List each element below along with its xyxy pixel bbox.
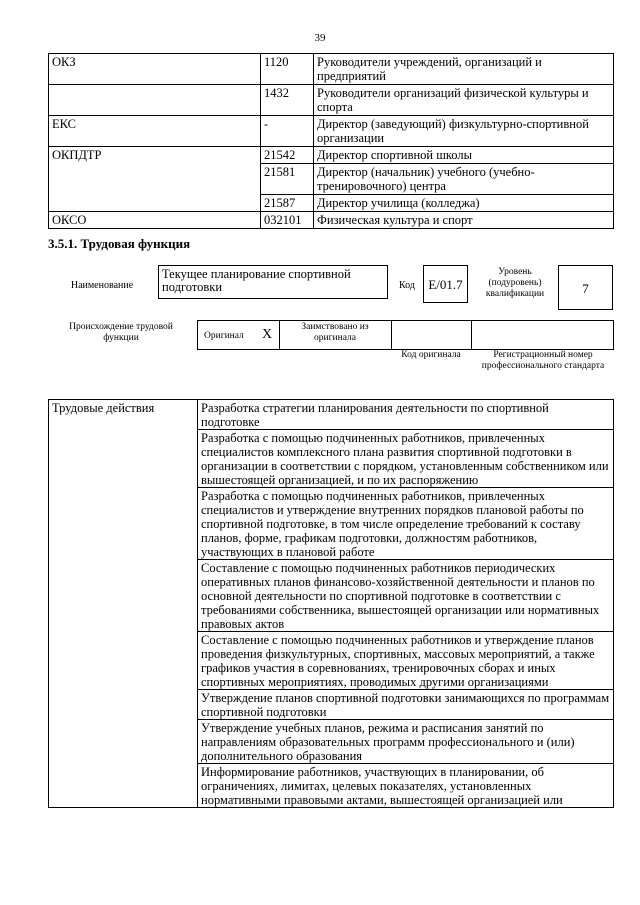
name-cell: Руководители организаций физической культуры и спорта [314,85,614,116]
name-cell: Директор (начальник) учебного (учебно-тренировочного) центра [314,164,614,195]
code-original-label: Код оригинала [401,350,461,360]
section-title: 3.5.1. Трудовая функция [48,236,191,251]
code-cell: 032101 [261,212,314,229]
reg-number-label: Регистрационный номер профессионального стандарта [481,350,605,371]
borrowed-cell [279,320,391,350]
actions-label-cell: Трудовые действия [49,400,198,808]
code-cell: - [261,116,314,147]
classifier-cell: ОКПДТР [49,147,261,164]
code-cell: 21542 [261,147,314,164]
code-label: Код [399,280,415,291]
code-cell: 21581 [261,164,314,195]
action-item: Разработка с помощью подчиненных работников, привлеченных специалистов комплексного плана развития спортивной подготовки в организации в соответствии с порядком, установленным собственником или вышестоящей организацией, и по их распоряжению [198,430,614,488]
table-row [49,85,614,116]
table-row [49,212,614,229]
original-mark: X [262,327,273,342]
origin-label: Происхождение трудовой функции [69,322,173,343]
table-row [49,116,614,147]
name-cell: Физическая культура и спорт [314,212,614,229]
action-item: Разработка с помощью подчиненных работников, привлеченных специалистов и утверждение внутренних порядков плановой работы по спортивной подготовке, в том числе определение требований к составу планов, форме, графикам подготовки, должностям работников, участвующих в плановой работе [198,488,614,560]
page-number: 39 [314,32,326,44]
name-cell: Директор (заведующий) физкультурно-спортивной организации [314,116,614,147]
function-code-box: E/01.7 [423,265,468,303]
action-item: Информирование работников, участвующих в планировании, об ограничениях, лимитах, целевых показателях, установленных нормативными правовыми актами, вышестоящей организацией или [198,764,614,808]
table-row [49,164,614,195]
qualification-level-label: Уровень (подуровень) квалификации [485,267,545,299]
classifier-cell: ОКСО [49,212,261,229]
action-item: Утверждение учебных планов, режима и расписания занятий по направлениям образовательных программ профессионального и (или) дополнительного образования [198,720,614,764]
labor-actions-table [48,399,614,808]
action-item: Составление с помощью подчиненных работников и утверждение планов проведения физкультурных, спортивных, массовых мероприятий, а также графиков участия в соревнованиях, тренировочных сборах и иных спортивных мероприятиях, проводимых другими организациями [198,632,614,690]
borrowed-label: Заимствовано из оригинала [301,322,369,343]
action-item: Разработка стратегии планирования деятельности по спортивной подготовке [198,400,614,430]
name-cell: Руководители учреждений, организаций и предприятий [314,54,614,85]
name-cell: Директор спортивной школы [314,147,614,164]
action-item: Составление с помощью подчиненных работников периодических оперативных планов финансово-хозяйственной деятельности и планов по основной деятельности по спортивной подготовке в соответствии с требованиями собственника, вышестоящей организации или нормативных правовых актов [198,560,614,632]
code-cell: 1120 [261,54,314,85]
classifier-cell [49,164,261,195]
reg-number-cell [471,320,614,350]
table-row [49,195,614,212]
code-cell: 21587 [261,195,314,212]
name-cell: Директор училища (колледжа) [314,195,614,212]
table-row [49,147,614,164]
code-cell: 1432 [261,85,314,116]
table-row [49,400,614,430]
original-cell [197,320,279,350]
classifier-codes-table [48,53,614,229]
name-label: Наименование [70,280,134,291]
classifier-cell [49,195,261,212]
classifier-cell: ЕКС [49,116,261,147]
qualification-level-box: 7 [558,265,613,310]
function-name-box: Текущее планирование спортивной подготовки [158,265,388,299]
table-row [49,54,614,85]
classifier-cell [49,85,261,116]
original-code-cell [391,320,471,350]
original-label: Оригинал [204,331,244,341]
action-item: Утверждение планов спортивной подготовки занимающихся по программам спортивной подготовки [198,690,614,720]
classifier-cell: ОКЗ [49,54,261,85]
